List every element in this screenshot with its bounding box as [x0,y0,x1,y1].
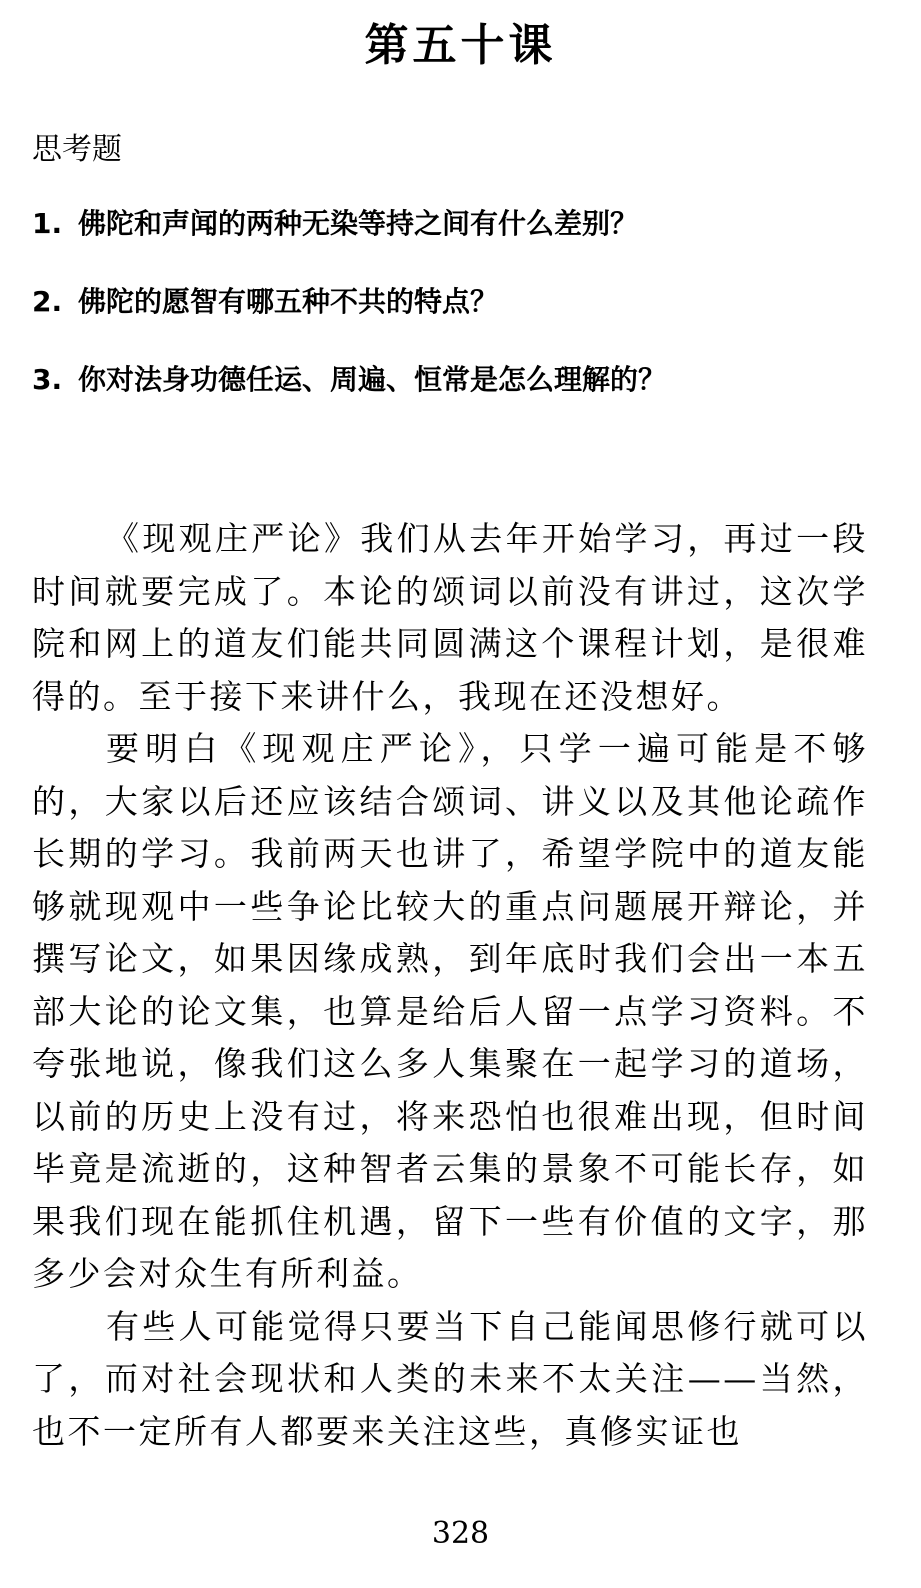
question-number: 1. [32,207,63,240]
body-paragraph: 要明白《现观庄严论》，只学一遍可能是不够的，大家以后还应该结合颂词、讲义以及其他论疏作长期的学习。我前两天也讲了，希望学院中的道友能够就现观中一些争论比较大的重点问题展开辩论，并撰写论文，如果因缘成熟，到年底时我们会出一本五部大论的论文集，也算是给后人留一点学习资料。不夸张地说，像我们这么多人集聚在一起学习的道场，以前的历史上没有过，将来恐怕也很难出现，但时间毕竟是流逝的，这种智者云集的景象不可能长存，如果我们现在能抓住机遇，留下一些有价值的文字，那多少会对众生有所利益。 [32,729,868,1293]
questions-label: 思考题 [32,132,122,167]
question-item [32,200,892,248]
question-text: 佛陀和声闻的两种无染等持之间有什么差别？ [78,207,639,240]
page-number: 328 [431,1516,490,1551]
question-text: 你对法身功德任运、周遍、恒常是怎么理解的？ [78,363,667,396]
question-list [32,200,892,434]
question-number: 2. [32,285,63,318]
question-item [32,356,892,404]
body-text [32,513,868,1458]
question-number: 3. [32,363,63,396]
question-item [32,278,892,326]
question-text: 佛陀的愿智有哪五种不共的特点？ [78,285,499,318]
body-paragraph: 《现观庄严论》我们从去年开始学习，再过一段时间就要完成了。本论的颂词以前没有讲过，这次学院和网上的道友们能共同圆满这个课程计划，是很难得的。至于接下来讲什么，我现在还没想好。 [32,519,868,716]
lesson-title: 第五十课 [364,20,557,71]
body-paragraph: 有些人可能觉得只要当下自己能闻思修行就可以了，而对社会现状和人类的未来不太关注——当然，也不一定所有人都要来关注这些，真修实证也 [32,1306,868,1451]
